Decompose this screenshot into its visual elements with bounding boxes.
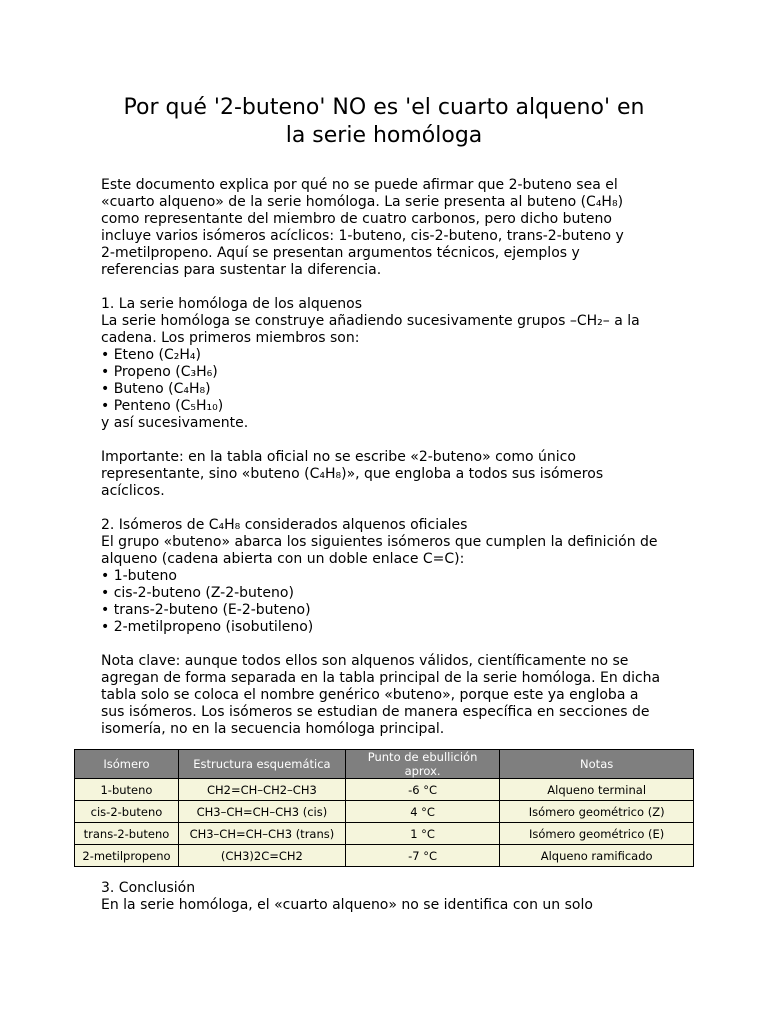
bullet-item: • Penteno (C₅H₁₀) <box>101 398 224 414</box>
section-heading: 3. Conclusión <box>101 880 196 896</box>
table-cell: CH3–CH=CH–CH3 (cis) <box>178 801 345 823</box>
column-header: Punto de ebullición aprox. <box>345 750 499 779</box>
text-line: alqueno (cadena abierta con un doble enlace C=C): <box>101 551 465 567</box>
table-cell: 2-metilpropeno <box>75 845 179 867</box>
table-cell: Isómero geométrico (Z) <box>500 801 694 823</box>
table-row <box>75 823 694 845</box>
table-row <box>75 801 694 823</box>
table-cell: trans-2-buteno <box>75 823 179 845</box>
table-cell: (CH3)2C=CH2 <box>178 845 345 867</box>
column-header: Estructura esquemática <box>178 750 345 779</box>
text-line: tabla solo se coloca el nombre genérico «buteno», porque este ya engloba a <box>101 687 639 703</box>
text-line: acíclicos. <box>101 483 165 499</box>
text-line: cadena. Los primeros miembros son: <box>101 330 360 346</box>
table-cell: Alqueno terminal <box>500 779 694 801</box>
table-cell: -6 °C <box>345 779 499 801</box>
table-cell: 1 °C <box>345 823 499 845</box>
isomers-table <box>74 749 694 867</box>
column-header: Isómero <box>75 750 179 779</box>
text-line: En la serie homóloga, el «cuarto alqueno» no se identifica con un solo <box>101 897 593 913</box>
bullet-item: • Eteno (C₂H₄) <box>101 347 201 363</box>
text-line: como representante del miembro de cuatro carbonos, pero dicho buteno <box>101 211 612 227</box>
column-header: Notas <box>500 750 694 779</box>
section-1 <box>101 296 681 432</box>
table-cell: 4 °C <box>345 801 499 823</box>
section-2 <box>101 517 681 636</box>
document-body <box>101 177 681 755</box>
text-line: 2-metilpropeno. Aquí se presentan argumentos técnicos, ejemplos y <box>101 245 580 261</box>
bullet-item: • 1-buteno <box>101 568 177 584</box>
document-title <box>60 94 708 150</box>
text-line: «cuarto alqueno» de la serie homóloga. La serie presenta al buteno (C₄H₈) <box>101 194 624 210</box>
table-cell: Alqueno ramificado <box>500 845 694 867</box>
section-heading: 1. La serie homóloga de los alquenos <box>101 296 362 312</box>
table-row <box>75 845 694 867</box>
table-cell: -7 °C <box>345 845 499 867</box>
title-line: Por qué '2-buteno' NO es 'el cuarto alqueno' en <box>123 95 645 120</box>
text-line: incluye varios isómeros acíclicos: 1-buteno, cis-2-buteno, trans-2-buteno y <box>101 228 624 244</box>
section-heading: 2. Isómeros de C₄H₈ considerados alquenos oficiales <box>101 517 468 533</box>
table-cell: cis-2-buteno <box>75 801 179 823</box>
note-paragraph <box>101 653 681 738</box>
table-cell: CH3–CH=CH–CH3 (trans) <box>178 823 345 845</box>
intro-paragraph <box>101 177 681 279</box>
table-cell: Isómero geométrico (E) <box>500 823 694 845</box>
text-line: El grupo «buteno» abarca los siguientes isómeros que cumplen la definición de <box>101 534 658 550</box>
text-line: agregan de forma separada en la tabla principal de la serie homóloga. En dicha <box>101 670 661 686</box>
text-line: y así sucesivamente. <box>101 415 249 431</box>
text-line: Este documento explica por qué no se puede afirmar que 2-buteno sea el <box>101 177 618 193</box>
bullet-item: • trans-2-buteno (E-2-buteno) <box>101 602 311 618</box>
table-header-row <box>75 750 694 779</box>
table-cell: 1-buteno <box>75 779 179 801</box>
important-paragraph <box>101 449 681 500</box>
table-row <box>75 779 694 801</box>
section-3 <box>101 880 681 914</box>
bullet-item: • 2-metilpropeno (isobutileno) <box>101 619 314 635</box>
text-line: referencias para sustentar la diferencia. <box>101 262 382 278</box>
table-cell: CH2=CH–CH2–CH3 <box>178 779 345 801</box>
text-line: Nota clave: aunque todos ellos son alquenos válidos, científicamente no se <box>101 653 629 669</box>
text-line: Importante: en la tabla oficial no se escribe «2-buteno» como único <box>101 449 576 465</box>
title-line: la serie homóloga <box>285 123 483 148</box>
text-line: isomería, no en la secuencia homóloga principal. <box>101 721 445 737</box>
bullet-item: • Propeno (C₃H₆) <box>101 364 218 380</box>
text-line: sus isómeros. Los isómeros se estudian de manera específica en secciones de <box>101 704 650 720</box>
bullet-item: • Buteno (C₄H₈) <box>101 381 211 397</box>
text-line: La serie homóloga se construye añadiendo sucesivamente grupos –CH₂– a la <box>101 313 640 329</box>
text-line: representante, sino «buteno (C₄H₈)», que engloba a todos sus isómeros <box>101 466 604 482</box>
bullet-item: • cis-2-buteno (Z-2-buteno) <box>101 585 294 601</box>
